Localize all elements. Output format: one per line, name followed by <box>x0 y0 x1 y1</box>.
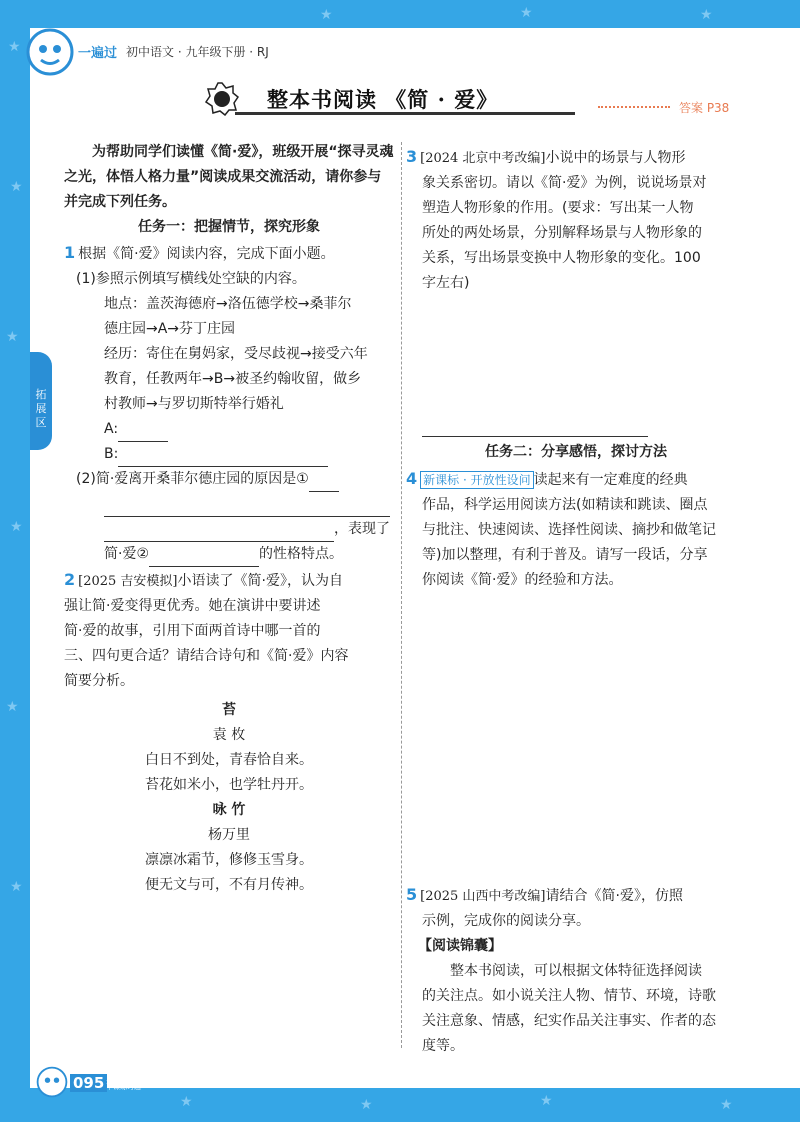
question-3-line6: 字左右) <box>422 275 470 291</box>
question-2-number: 2 <box>64 570 76 589</box>
star-decoration: ★ <box>360 1097 373 1113</box>
footer-slogan-line1: 上课认真听 <box>106 1074 141 1082</box>
poem-1-line2: 苔花如米小，也学牡丹开。 <box>145 777 313 793</box>
star-decoration: ★ <box>10 879 23 895</box>
poem-1 <box>64 698 394 798</box>
footer-slogan <box>106 1074 141 1092</box>
answer-b-row <box>64 442 394 467</box>
question-1-place-line1: 地点：盖茨海德府→洛伍德学校→桑菲尔 <box>104 296 352 312</box>
right-column <box>406 144 746 296</box>
question-1-sub1: (1)参照示例填写横线处空缺的内容。 <box>76 271 306 287</box>
question-1-text: 根据《简·爱》阅读内容，完成下面小题。 <box>78 246 335 262</box>
poem-1-author: 袁 枚 <box>212 727 246 743</box>
answer-b-label: B: <box>104 446 119 462</box>
reading-tip-line2: 的关注点。如小说关注人物、情节、环境，诗歌 <box>422 988 716 1004</box>
reading-tip-line4: 度等。 <box>422 1038 464 1054</box>
footer-mascot-icon <box>34 1064 70 1100</box>
star-decoration: ★ <box>6 699 19 715</box>
reason-blank-row <box>64 492 394 517</box>
question-2-source: [2025 吉安模拟] <box>78 574 178 589</box>
star-decoration: ★ <box>540 1093 553 1109</box>
answer-a-row <box>64 417 394 442</box>
question-2 <box>64 567 394 594</box>
question-5-block <box>406 882 746 1059</box>
question-1-number: 1 <box>64 243 76 262</box>
question-4-number: 4 <box>406 469 418 488</box>
question-2-line2: 强让简·爱变得更优秀。她在演讲中要讲述 <box>64 598 321 614</box>
star-decoration: ★ <box>6 329 19 345</box>
page-number: 095 <box>70 1074 107 1092</box>
question-3-line2: 象关系密切。请以《简·爱》为例，说说场景对 <box>422 175 707 191</box>
poem-2-title: 咏 竹 <box>212 802 246 818</box>
question-2-line4: 三、四句更合适？请结合诗句和《简·爱》内容 <box>64 648 349 664</box>
question-1 <box>64 240 394 267</box>
poem-2 <box>64 798 394 898</box>
star-decoration: ★ <box>8 39 21 55</box>
question-1-sub2-text: (2)简·爱离开桑菲尔德庄园的原因是① <box>76 471 309 487</box>
question-3-line4: 所处的两处场景，分别解释场景与人物形象的 <box>422 225 702 241</box>
question-3-source: [2024 北京中考改编] <box>420 151 546 166</box>
question-5-line2: 示例，完成你的阅读分享。 <box>422 913 590 929</box>
reason-blank-row2 <box>64 517 394 542</box>
star-decoration: ★ <box>10 179 23 195</box>
question-1-sub2-mid: ，表现了 <box>334 521 390 537</box>
star-decoration: ★ <box>720 1097 733 1113</box>
question-4-line5: 你阅读《简·爱》的经验和方法。 <box>422 572 623 588</box>
answer-a-blank[interactable] <box>118 425 168 442</box>
question-4-tag: 新课标 · 开放性设问 <box>420 471 533 489</box>
title-badge-icon <box>205 82 239 116</box>
question-4 <box>406 466 746 493</box>
question-4-block <box>406 466 746 593</box>
trait-blank[interactable] <box>149 550 259 567</box>
reason-blank-line[interactable] <box>104 500 390 517</box>
question-5-line1: 请结合《简·爱》，仿照 <box>545 888 683 904</box>
answer-dots <box>598 106 670 108</box>
trait-row <box>64 542 394 567</box>
reason-blank-start[interactable] <box>309 475 339 492</box>
question-1-sub2-end-b: 的性格特点。 <box>259 546 344 562</box>
reading-tip-line3: 关注意象、情感，纪实作品关注事实、作者的态 <box>422 1013 716 1029</box>
question-1-place-line2: 德庄园→A→芬丁庄园 <box>104 321 236 337</box>
answer-a-label: A: <box>104 421 119 437</box>
question-5 <box>406 882 746 909</box>
left-column <box>64 140 394 898</box>
star-decoration: ★ <box>320 7 333 23</box>
header-bar <box>30 28 800 62</box>
intro-text: 为帮助同学们读懂《简·爱》，班级开展“探寻灵魂之光，体悟人格力量”阅读成果交流活动，请你参与并完成下列任务。 <box>64 144 394 210</box>
poem-2-author: 杨万里 <box>208 827 250 843</box>
task1-title: 任务一：把握情节，探究形象 <box>138 219 320 235</box>
question-1-exp-line2: 教育，任教两年→B→被圣约翰收留，做乡 <box>104 371 362 387</box>
question-3 <box>406 144 746 171</box>
poem-1-line1: 白日不到处，青春恰自来。 <box>145 752 313 768</box>
section-title <box>205 82 575 114</box>
answer-reference: 答案 P38 <box>679 101 730 115</box>
side-tab-label: 拓展区 <box>35 388 47 429</box>
column-divider <box>401 142 402 1048</box>
question-1-exp-line1: 经历：寄住在舅妈家，受尽歧视→接受六年 <box>104 346 368 362</box>
question-2-line3: 简·爱的故事，引用下面两首诗中哪一首的 <box>64 623 321 639</box>
question-1-sub2 <box>64 467 394 492</box>
question-4-line3: 与批注、快速阅读、选择性阅读、摘抄和做笔记 <box>422 522 716 538</box>
question-4-line2: 作品，科学运用阅读方法(如精读和跳读、圈点 <box>422 497 708 513</box>
reading-tip <box>406 959 746 1059</box>
question-1-exp-line3: 村教师→与罗切斯特举行婚礼 <box>104 396 284 412</box>
question-4-line4: 等)加以整理，有利于普及。请写一段话，分享 <box>422 547 708 563</box>
question-2-line5: 简要分析。 <box>64 673 134 689</box>
question-2-line1: 小语读了《简·爱》，认为自 <box>177 573 343 589</box>
reading-tip-title: 【阅读锦囊】 <box>418 938 502 954</box>
reading-tip-line1: 整本书阅读，可以根据文体特征选择阅读 <box>450 963 702 979</box>
answer-area-rule <box>422 436 648 437</box>
task2-title: 任务二：分享感悟，探讨方法 <box>485 444 667 460</box>
star-decoration: ★ <box>10 519 23 535</box>
footer-slogan-line2: 下课练习题 <box>106 1083 141 1091</box>
brand-name: 一遍过 <box>78 46 118 61</box>
question-3-line3: 塑造人物形象的作用。(要求：写出某一人物 <box>422 200 694 216</box>
question-5-number: 5 <box>406 885 418 904</box>
poem-2-line2: 便无文与可，不有月传神。 <box>145 877 313 893</box>
question-4-line1: 读起来有一定难度的经典 <box>533 472 688 488</box>
reason-blank-line2[interactable] <box>104 525 334 542</box>
star-decoration: ★ <box>180 1094 193 1110</box>
answer-b-blank[interactable] <box>118 450 328 467</box>
question-3-number: 3 <box>406 147 418 166</box>
book-subject: 初中语文 · 九年级下册 · RJ <box>126 45 269 59</box>
question-1-sub2-end-a: 简·爱② <box>104 546 150 562</box>
question-5-source: [2025 山西中考改编] <box>420 889 546 904</box>
question-3-line1: 小说中的场景与人物形 <box>545 150 686 166</box>
star-decoration: ★ <box>520 5 533 21</box>
page-title: 整本书阅读 《简 · 爱》 <box>267 87 499 112</box>
poem-1-title: 苔 <box>222 702 236 718</box>
question-3-line5: 关系，写出场景变换中人物形象的变化。100 <box>422 250 701 266</box>
poem-2-line1: 凛凛冰霜节，修修玉雪身。 <box>145 852 313 868</box>
star-decoration: ★ <box>700 7 713 23</box>
title-underline <box>235 112 575 115</box>
